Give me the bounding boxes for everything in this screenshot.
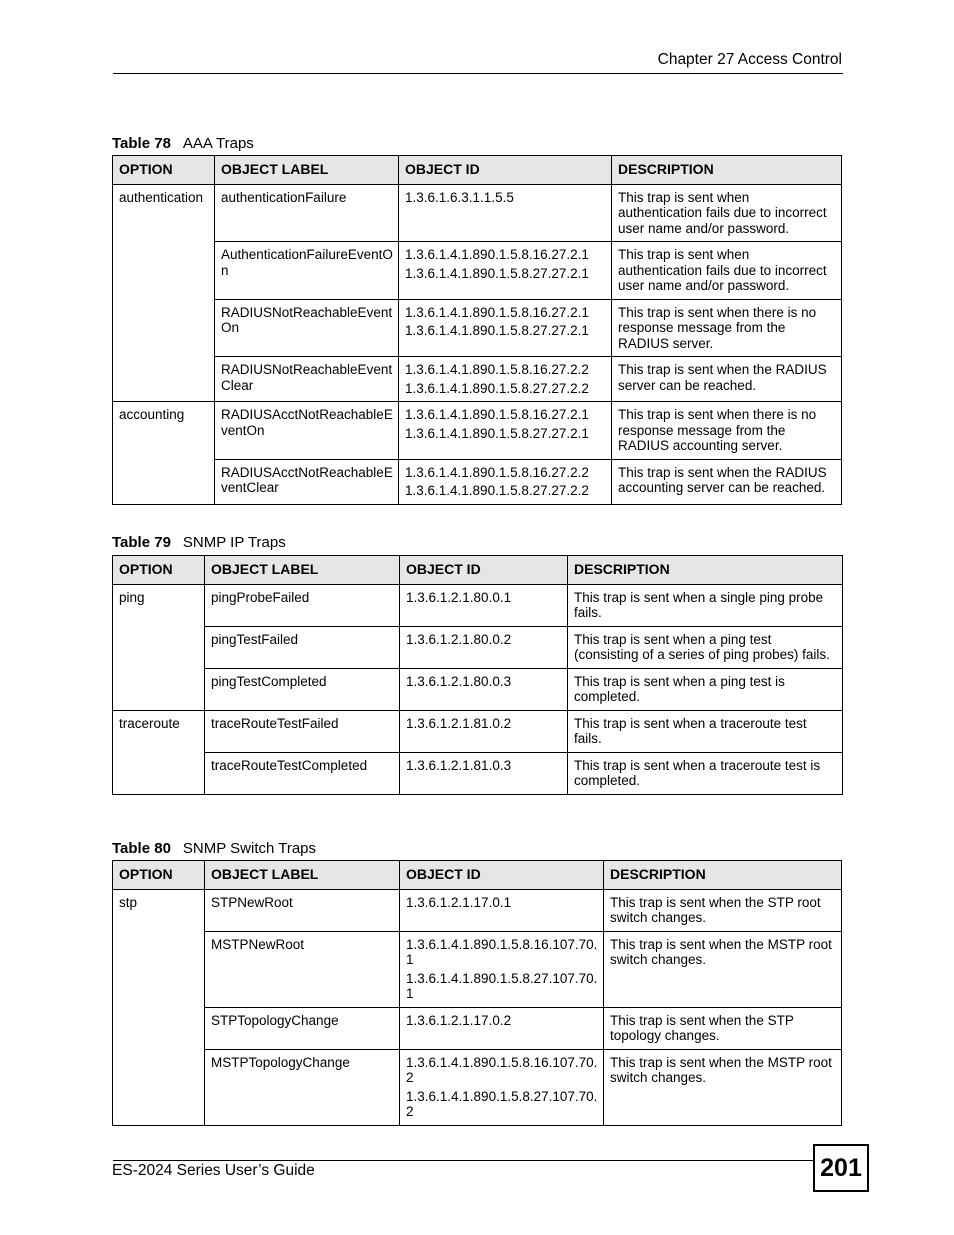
object-id-cell — [400, 710, 568, 752]
object-id-cell — [400, 889, 604, 931]
object-label-cell: RADIUSAcctNotReachableEventOn — [215, 402, 399, 460]
object-id-cell — [399, 402, 612, 460]
object-id: 1.3.6.1.4.1.890.1.5.8.27.27.2.2 — [405, 483, 589, 498]
object-id: 1.3.6.1.2.1.80.0.3 — [406, 673, 512, 689]
object-label-cell: MSTPTopologyChange — [205, 1049, 400, 1125]
object-id-cell — [400, 1007, 604, 1049]
description-cell: This trap is sent when a traceroute test fails. — [568, 710, 843, 752]
column-header: OPTION — [113, 156, 215, 185]
object-id-cell — [400, 626, 568, 668]
object-id: 1.3.6.1.4.1.890.1.5.8.27.27.2.1 — [405, 265, 589, 281]
object-id: 1.3.6.1.4.1.890.1.5.8.16.27.2.1 — [405, 407, 589, 422]
description-cell: This trap is sent when there is no response message from the RADIUS server. — [612, 299, 842, 357]
description-cell: This trap is sent when a traceroute test is completed. — [568, 752, 843, 794]
object-id: 1.3.6.1.4.1.890.1.5.8.27.27.2.2 — [405, 380, 589, 396]
table-row — [113, 1007, 842, 1049]
column-header: OBJECT ID — [400, 556, 568, 585]
table-row — [113, 931, 842, 1007]
table-80-caption — [112, 840, 316, 857]
object-label-cell: RADIUSNotReachableEventOn — [215, 299, 399, 357]
description-cell: This trap is sent when the RADIUS server can be reached. — [612, 357, 842, 402]
table-number: Table 80 — [112, 840, 171, 857]
table-row — [113, 889, 842, 931]
table-row — [113, 184, 842, 242]
header-row — [113, 156, 842, 185]
object-id: 1.3.6.1.2.1.80.0.1 — [406, 589, 512, 605]
object-id: 1.3.6.1.2.1.81.0.2 — [406, 715, 512, 731]
object-id: 1.3.6.1.2.1.17.0.2 — [406, 1012, 512, 1028]
object-label-cell: RADIUSNotReachableEventClear — [215, 357, 399, 402]
option-cell: ping — [113, 584, 205, 710]
object-id: 1.3.6.1.4.1.890.1.5.8.16.27.2.1 — [405, 247, 589, 262]
object-id: 1.3.6.1.2.1.81.0.3 — [406, 757, 512, 773]
header-row — [113, 556, 843, 585]
description-cell: This trap is sent when the STP topology changes. — [604, 1007, 842, 1049]
object-id-cell — [400, 752, 568, 794]
column-header: OPTION — [113, 556, 205, 585]
object-id: 1.3.6.1.4.1.890.1.5.8.16.107.70.2 — [406, 1054, 598, 1085]
description-cell: This trap is sent when the MSTP root switch changes. — [604, 931, 842, 1007]
column-header: OPTION — [113, 861, 205, 890]
table-row — [113, 1049, 842, 1125]
object-id: 1.3.6.1.4.1.890.1.5.8.16.27.2.2 — [405, 362, 589, 377]
column-header: DESCRIPTION — [612, 156, 842, 185]
table-row — [113, 668, 843, 710]
footer-rule — [113, 1160, 813, 1161]
option-cell: stp — [113, 889, 205, 1125]
object-label-cell: STPTopologyChange — [205, 1007, 400, 1049]
column-header: OBJECT LABEL — [205, 556, 400, 585]
table-row — [113, 242, 842, 300]
object-id-cell — [400, 668, 568, 710]
table-row — [113, 584, 843, 626]
table-title: SNMP Switch Traps — [182, 840, 317, 857]
object-label-cell: traceRouteTestCompleted — [205, 752, 400, 794]
option-cell: accounting — [113, 402, 215, 505]
description-cell: This trap is sent when a ping test (consisting of a series of ping probes) fails. — [568, 626, 843, 668]
object-id: 1.3.6.1.2.1.80.0.2 — [406, 631, 512, 647]
object-id-cell — [399, 459, 612, 504]
object-label-cell: RADIUSAcctNotReachableEventClear — [215, 459, 399, 504]
column-header: OBJECT ID — [400, 861, 604, 890]
table-title: SNMP IP Traps — [182, 534, 286, 551]
table-row — [113, 626, 843, 668]
object-id: 1.3.6.1.4.1.890.1.5.8.27.107.70.1 — [406, 970, 598, 1001]
object-label-cell: pingTestFailed — [205, 626, 400, 668]
object-id-cell — [400, 931, 604, 1007]
table-row — [113, 402, 842, 460]
table-row — [113, 710, 843, 752]
object-id: 1.3.6.1.4.1.890.1.5.8.16.107.70.1 — [406, 936, 598, 967]
object-id: 1.3.6.1.4.1.890.1.5.8.27.107.70.2 — [406, 1088, 598, 1119]
object-id-cell — [399, 242, 612, 300]
guide-title: ES-2024 Series User’s Guide — [112, 1162, 315, 1179]
description-cell: This trap is sent when there is no response message from the RADIUS accounting server. — [612, 402, 842, 460]
page-number: 201 — [813, 1144, 869, 1192]
column-header: DESCRIPTION — [568, 556, 843, 585]
chapter-header: Chapter 27 Access Control — [657, 51, 842, 68]
object-id-cell — [400, 584, 568, 626]
option-cell: traceroute — [113, 710, 205, 794]
table-row — [113, 299, 842, 357]
object-label-cell: traceRouteTestFailed — [205, 710, 400, 752]
description-cell: This trap is sent when authentication fails due to incorrect user name and/or password. — [612, 184, 842, 242]
snmp-switch-traps-table — [112, 860, 842, 1126]
object-label-cell: AuthenticationFailureEventOn — [215, 242, 399, 300]
description-cell: This trap is sent when a ping test is completed. — [568, 668, 843, 710]
header-row — [113, 861, 842, 890]
object-id: 1.3.6.1.4.1.890.1.5.8.27.27.2.1 — [405, 425, 589, 441]
object-id-cell — [399, 299, 612, 357]
description-cell: This trap is sent when authentication fails due to incorrect user name and/or password. — [612, 242, 842, 300]
snmp-ip-traps-table — [112, 555, 843, 795]
description-cell: This trap is sent when the STP root switch changes. — [604, 889, 842, 931]
table-number: Table 78 — [112, 135, 171, 152]
object-label-cell: pingProbeFailed — [205, 584, 400, 626]
aaa-traps-table — [112, 155, 842, 505]
object-id: 1.3.6.1.6.3.1.1.5.5 — [405, 189, 514, 205]
description-cell: This trap is sent when the RADIUS accounting server can be reached. — [612, 459, 842, 504]
description-cell: This trap is sent when the MSTP root switch changes. — [604, 1049, 842, 1125]
table-row — [113, 459, 842, 504]
column-header: OBJECT LABEL — [215, 156, 399, 185]
column-header: DESCRIPTION — [604, 861, 842, 890]
object-id-cell — [400, 1049, 604, 1125]
table-number: Table 79 — [112, 534, 171, 551]
description-cell: This trap is sent when a single ping probe fails. — [568, 584, 843, 626]
object-label-cell: STPNewRoot — [205, 889, 400, 931]
table-78-caption — [112, 135, 254, 152]
column-header: OBJECT ID — [399, 156, 612, 185]
column-header: OBJECT LABEL — [205, 861, 400, 890]
table-79-caption — [112, 534, 286, 551]
table-row — [113, 357, 842, 402]
object-id: 1.3.6.1.2.1.17.0.1 — [406, 894, 512, 910]
table-row — [113, 752, 843, 794]
object-id: 1.3.6.1.4.1.890.1.5.8.16.27.2.1 — [405, 304, 589, 320]
object-id-cell — [399, 357, 612, 402]
object-id: 1.3.6.1.4.1.890.1.5.8.27.27.2.1 — [405, 323, 589, 338]
object-id: 1.3.6.1.4.1.890.1.5.8.16.27.2.2 — [405, 464, 589, 480]
header-rule — [113, 73, 843, 74]
table-title: AAA Traps — [182, 135, 254, 152]
object-label-cell: pingTestCompleted — [205, 668, 400, 710]
object-label-cell: authenticationFailure — [215, 184, 399, 242]
option-cell: authentication — [113, 184, 215, 402]
object-label-cell: MSTPNewRoot — [205, 931, 400, 1007]
object-id-cell — [399, 184, 612, 242]
